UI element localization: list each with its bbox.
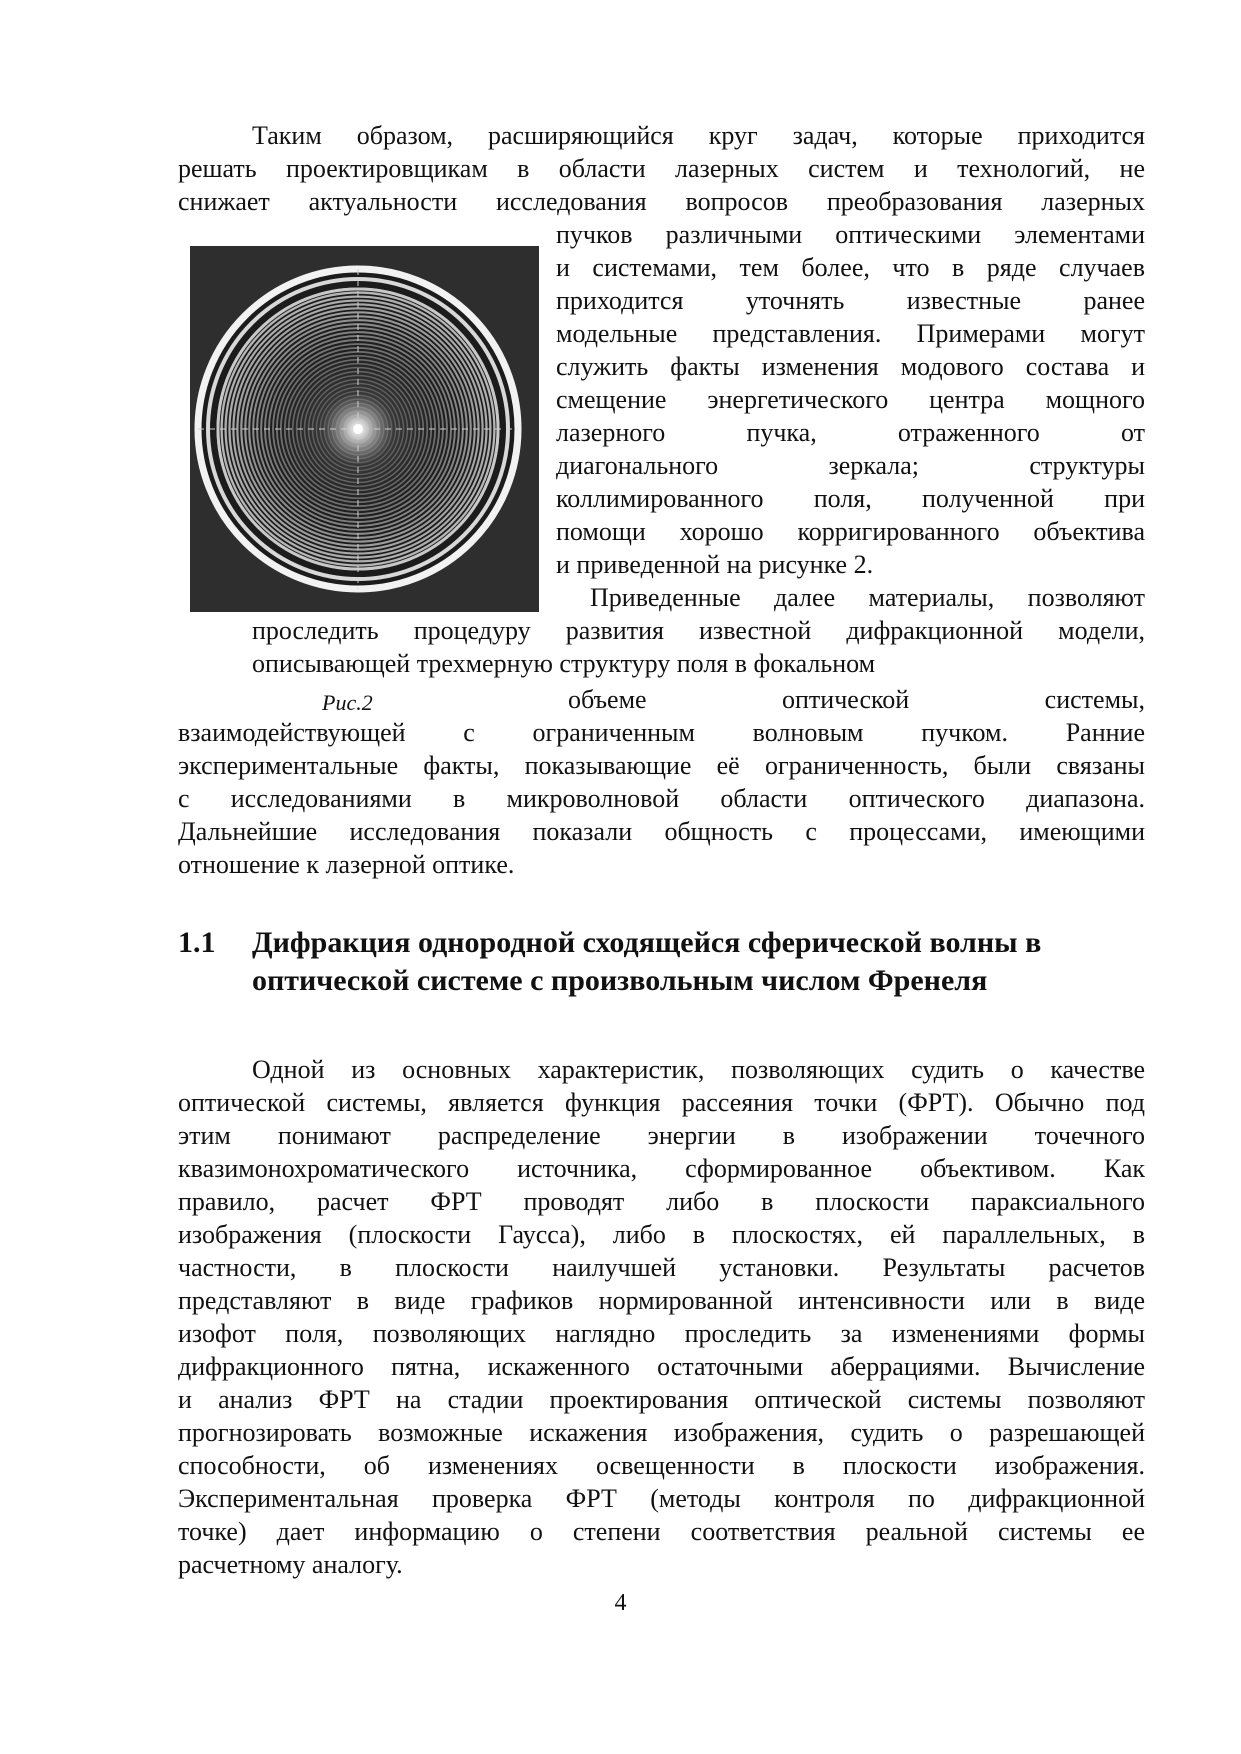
text-line: коллимированного поля, полученной при: [556, 484, 1145, 513]
figure-caption: Рис.2: [322, 690, 373, 715]
text-line: Дальнейшие исследования показали общность с процессами, имеющими: [178, 817, 1145, 846]
text-line: Экспериментальная проверка ФРТ (методы контроля по дифракционной: [178, 1484, 1145, 1513]
text-line: диагонального зеркала; структуры: [556, 451, 1145, 480]
text-line: и приведенной на рисунке 2.: [556, 550, 874, 579]
diffraction-ring-image: [190, 246, 539, 612]
text-line: точке) дает информацию о степени соответствия реальной системы ее: [178, 1517, 1145, 1546]
text-line: решать проектировщикам в области лазерных систем и технологий, не: [178, 154, 1145, 183]
text-line: объеме оптической системы,: [568, 685, 1145, 714]
text-line: пучков различными оптическими элементами: [556, 220, 1145, 249]
text-line: Приведенные далее материалы, позволяют: [590, 583, 1145, 612]
text-line: Таким образом, расширяющийся круг задач, которые приходится: [252, 121, 1145, 150]
text-line: прогнозировать возможные искажения изображения, судить о разрешающей: [178, 1418, 1145, 1447]
text-line: лазерного пучка, отраженного от: [556, 418, 1145, 447]
text-line: изображения (плоскости Гаусса), либо в плоскостях, ей параллельных, в: [178, 1220, 1145, 1249]
text-line: служить факты изменения модового состава и: [556, 352, 1145, 381]
section-title-line: Дифракция однородной сходящейся сферической волны в: [252, 926, 1042, 959]
text-line: приходится уточнять известные ранее: [556, 286, 1145, 315]
text-line: дифракционного пятна, искаженного остаточными аберрациями. Вычисление: [178, 1352, 1145, 1381]
section-number: 1.1: [178, 926, 216, 959]
text-line: этим понимают распределение энергии в изображении точечного: [178, 1121, 1145, 1150]
text-line: взаимодействующей с ограниченным волновым пучком. Ранние: [178, 718, 1145, 747]
page-number: 4: [614, 1590, 627, 1616]
text-line: описывающей трехмерную структуру поля в фокальном: [252, 649, 876, 678]
text-line: отношение к лазерной оптике.: [178, 850, 515, 879]
text-line: изофот поля, позволяющих наглядно проследить за изменениями формы: [178, 1319, 1145, 1348]
text-line: расчетному аналогу.: [178, 1550, 403, 1579]
text-line: с исследованиями в микроволновой области оптического диапазона.: [178, 784, 1145, 813]
diffraction-ring-figure: [190, 246, 539, 612]
text-line: снижает актуальности исследования вопросов преобразования лазерных: [178, 187, 1145, 216]
text-line: смещение энергетического центра мощного: [556, 385, 1145, 414]
text-line: правило, расчет ФРТ проводят либо в плоскости параксиального: [178, 1187, 1145, 1216]
text-line: Одной из основных характеристик, позволяющих судить о качестве: [252, 1055, 1145, 1084]
text-line: модельные представления. Примерами могут: [556, 319, 1145, 348]
text-line: экспериментальные факты, показывающие её ограниченность, были связаны: [178, 751, 1145, 780]
text-line: и системами, тем более, что в ряде случаев: [556, 253, 1145, 282]
text-line: оптической системы, является функция рассеяния точки (ФРТ). Обычно под: [178, 1088, 1145, 1117]
text-line: проследить процедуру развития известной дифракционной модели,: [252, 616, 1145, 645]
text-line: представляют в виде графиков нормированной интенсивности или в виде: [178, 1286, 1145, 1315]
text-line: способности, об изменениях освещенности в плоскости изображения.: [178, 1451, 1145, 1480]
text-line: помощи хорошо корригированного объектива: [556, 517, 1145, 546]
text-line: квазимонохроматического источника, сформированное объективом. Как: [178, 1154, 1145, 1183]
text-line: частности, в плоскости наилучшей установки. Результаты расчетов: [178, 1253, 1145, 1282]
section-title-line: оптической системе с произвольным числом Френеля: [252, 964, 988, 997]
text-line: и анализ ФРТ на стадии проектирования оптической системы позволяют: [178, 1385, 1145, 1414]
